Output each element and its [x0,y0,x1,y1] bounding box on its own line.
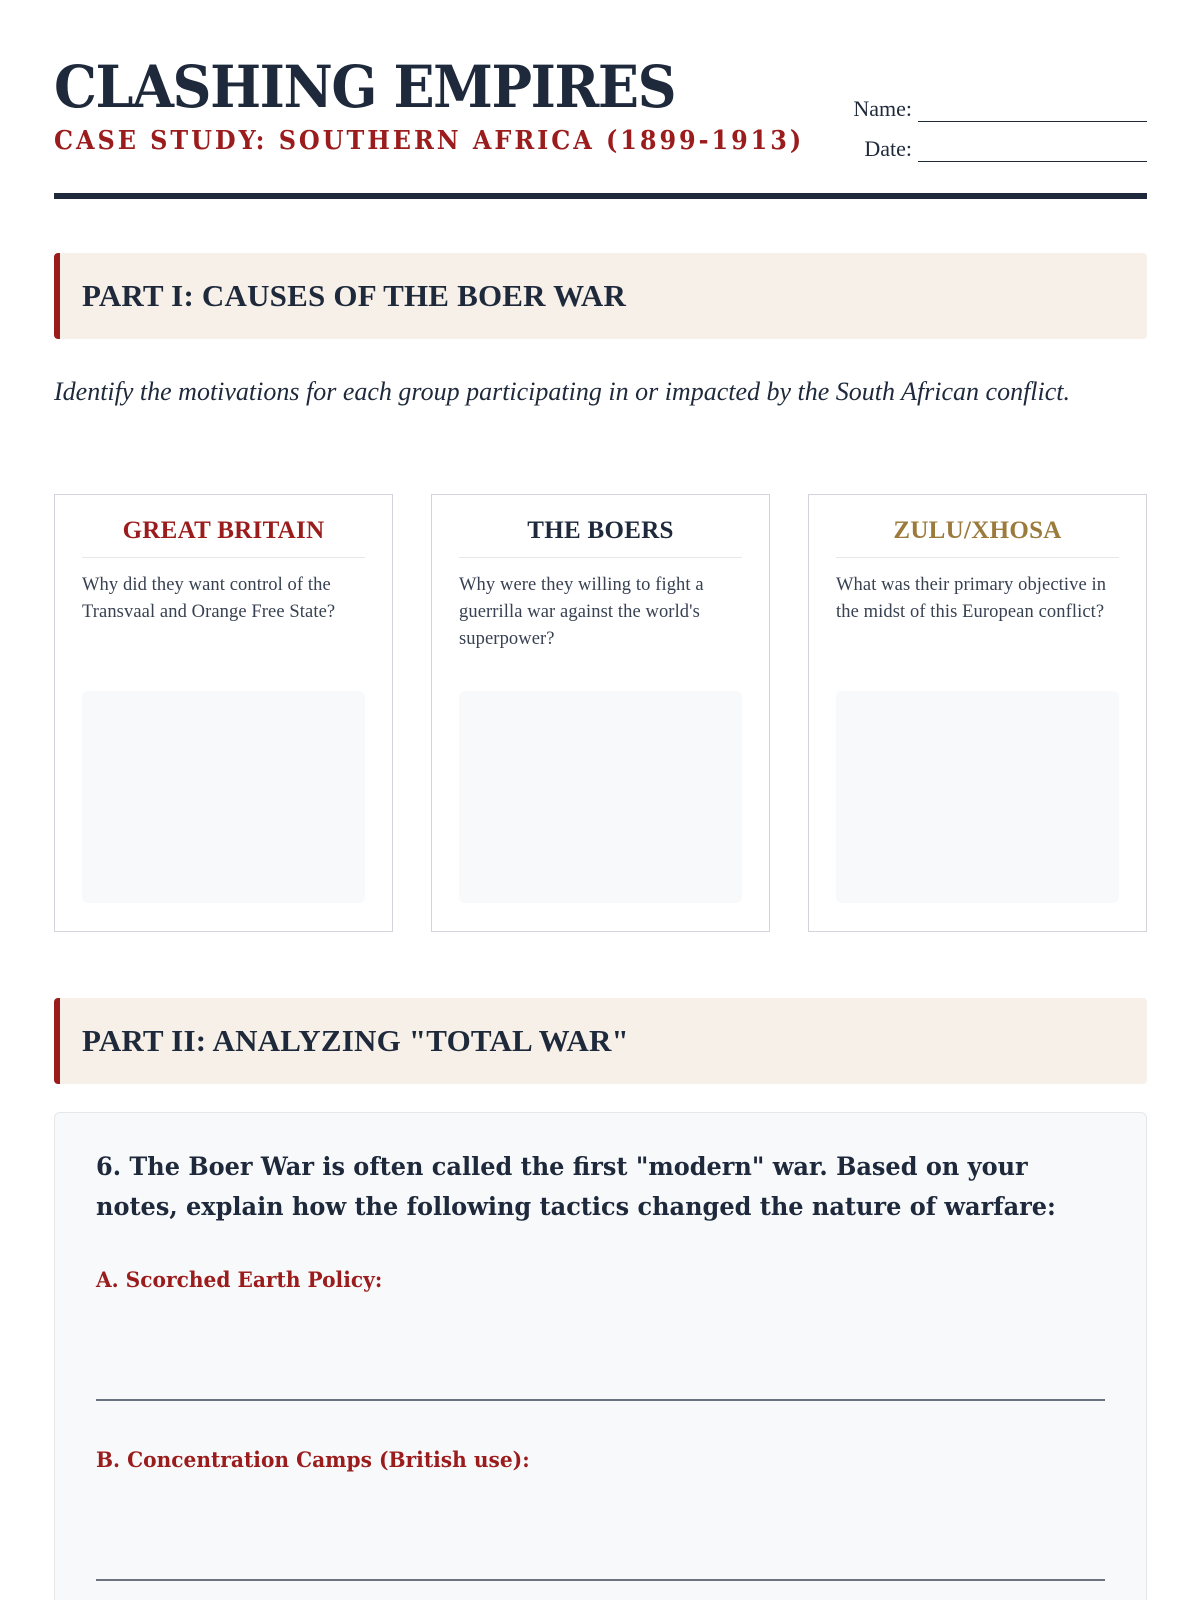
item-a-label: A. Scorched Earth Policy: [96,1267,383,1292]
part-1-heading: PART I: CAUSES OF THE BOER WAR [82,278,627,313]
card-zulu-xhosa [808,494,1147,932]
card-question-the-boers: Why were they willing to fight a guerrilla war against the world's superpower? [459,575,704,649]
card-title-zulu-xhosa: ZULU/XHOSA [836,517,1119,558]
card-title-the-boers: THE BOERS [459,517,742,558]
worksheet-title: CLASHING EMPIRES [54,53,676,121]
date-field [842,136,1147,162]
part-2-heading: PART II: ANALYZING "TOTAL WAR" [82,1023,629,1058]
card-title-great-britain: GREAT BRITAIN [82,517,365,558]
name-blank[interactable] [918,100,1147,122]
card-the-boers [431,494,770,932]
card-question-great-britain: Why did they want control of the Transvaal and Orange Free State? [82,575,336,622]
date-label: Date: [864,136,912,161]
question-6-box [54,1112,1147,1600]
part-2-header [54,998,1147,1084]
answer-area-the-boers[interactable] [459,691,742,903]
motivation-cards [54,494,1147,932]
part-1-header [54,253,1147,339]
answer-area-zulu-xhosa[interactable] [836,691,1119,903]
answer-area-great-britain[interactable] [82,691,365,903]
worksheet-header [54,0,1147,200]
question-6-text: 6. The Boer War is often called the first "modern" war. Based on your notes, explain how the following tactics changed the nature of warfare: [96,1152,1056,1221]
part-1-instructions: Identify the motivations for each group participating in or impacted by the South African conflict. [54,377,1071,406]
header-divider [54,193,1147,199]
worksheet-page [54,0,1147,1472]
name-field [842,96,1147,122]
name-label: Name: [853,96,912,121]
item-b-label: B. Concentration Camps (British use): [96,1447,530,1472]
item-b-answer-line[interactable] [96,1579,1105,1581]
item-a-answer-line[interactable] [96,1399,1105,1401]
worksheet-subtitle: CASE STUDY: SOUTHERN AFRICA (1899-1913) [54,126,805,156]
date-blank[interactable] [918,140,1147,162]
card-question-zulu-xhosa: What was their primary objective in the midst of this European conflict? [836,575,1107,622]
card-great-britain [54,494,393,932]
